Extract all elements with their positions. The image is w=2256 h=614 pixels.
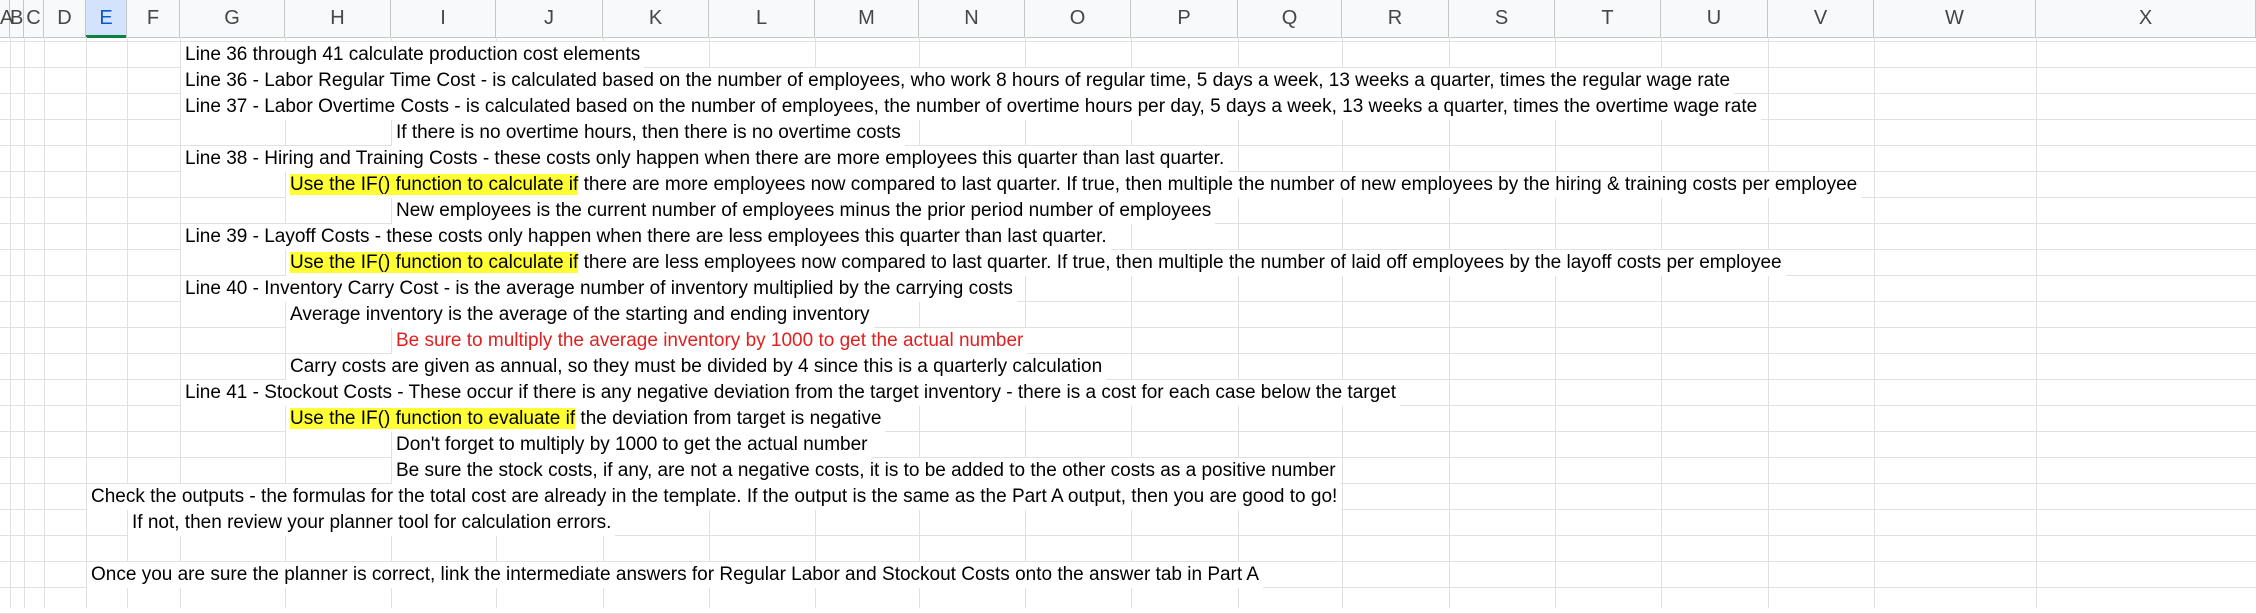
column-header-h[interactable]: H — [285, 0, 391, 37]
cell-text-row-16[interactable] — [392, 432, 872, 458]
cell-text-row-17[interactable] — [392, 458, 1340, 484]
cell-text-segment: Carry costs are given as annual, so they must be divided by 4 since this is a quarterly calculation — [290, 356, 1103, 377]
cell-text-segment: If not, then review your planner tool for calculation errors. — [132, 512, 612, 533]
cell-text-segment: Check the outputs - the formulas for the total cost are already in the template. If the output is the same as the Part A output, then you are good to go! — [91, 486, 1338, 507]
column-header-g[interactable]: G — [180, 0, 285, 37]
column-header-d[interactable]: D — [44, 0, 86, 37]
cell-text-row-21[interactable] — [87, 562, 1263, 588]
column-header-l[interactable]: L — [709, 0, 815, 37]
grid-column-line — [86, 37, 87, 608]
grid-column-line — [1131, 37, 1132, 608]
cell-text-segment: there are more employees now compared to last quarter. If true, then multiple the number of new employees by the hiring & training costs per employee — [578, 174, 1858, 195]
grid-column-line — [1238, 37, 1239, 608]
cell-text-segment: there are less employees now compared to last quarter. If true, then multiple the number of laid off employees by the layoff costs per employee — [578, 252, 1782, 273]
column-header-c[interactable]: C — [24, 0, 44, 37]
column-header-f[interactable]: F — [127, 0, 180, 37]
cell-text-segment: New employees is the current number of employees minus the prior period number of employees — [396, 200, 1212, 221]
column-header-x[interactable]: X — [2036, 0, 2256, 37]
cell-text-segment: Be sure to multiply the average inventory by 1000 to get the actual number — [396, 330, 1024, 351]
cell-text-segment: If there is no overtime hours, then there is no overtime costs — [396, 122, 901, 143]
cell-text-row-9[interactable] — [286, 250, 1786, 276]
cell-text-row-15[interactable] — [286, 406, 885, 432]
cell-text-segment: Line 40 - Inventory Carry Cost - is the average number of inventory multiplied by the carrying costs — [185, 278, 1013, 299]
cell-text-row-1[interactable] — [181, 42, 644, 68]
cell-text-segment: Line 39 - Layoff Costs - these costs only happen when there are less employees this quarter than last quarter. — [185, 226, 1107, 247]
cell-text-segment: Average inventory is the average of the starting and ending inventory — [290, 304, 870, 325]
column-header-j[interactable]: J — [496, 0, 603, 37]
cell-text-row-3[interactable] — [181, 94, 1761, 120]
column-header-k[interactable]: K — [603, 0, 709, 37]
cell-text-row-14[interactable] — [181, 380, 1400, 406]
grid-column-line — [919, 37, 920, 608]
cell-text-row-18[interactable] — [87, 484, 1341, 510]
grid-column-line — [1874, 37, 1875, 608]
cell-text-row-6[interactable] — [286, 172, 1861, 198]
column-header-q[interactable]: Q — [1238, 0, 1342, 37]
cell-text-segment: Line 38 - Hiring and Training Costs - these costs only happen when there are more employees this quarter than last quarter. — [185, 148, 1225, 169]
grid-column-line — [24, 37, 25, 608]
cell-text-row-2[interactable] — [181, 68, 1734, 94]
cell-text-segment: Line 41 - Stockout Costs - These occur if there is any negative deviation from the target inventory - there is a cost for each case below the target — [185, 382, 1396, 403]
cell-text-row-11[interactable] — [286, 302, 874, 328]
grid-column-line — [1025, 37, 1026, 608]
cell-text-segment: the deviation from target is negative — [575, 408, 882, 429]
column-header-p[interactable]: P — [1131, 0, 1238, 37]
column-header-m[interactable]: M — [815, 0, 919, 37]
cell-text-segment: Line 36 through 41 calculate production cost elements — [185, 44, 641, 65]
grid-column-line — [1342, 37, 1343, 608]
cell-text-row-4[interactable] — [392, 120, 905, 146]
column-header-v[interactable]: V — [1768, 0, 1874, 37]
grid-column-line — [1661, 37, 1662, 608]
column-header-w[interactable]: W — [1874, 0, 2036, 37]
cell-text-row-12[interactable] — [392, 328, 1027, 354]
highlighted-text: Use the IF() function to calculate if — [290, 174, 579, 195]
grid-column-line — [1768, 37, 1769, 608]
cell-text-segment: Be sure the stock costs, if any, are not a negative costs, it is to be added to the other costs as a positive number — [396, 460, 1336, 481]
cell-text-row-19[interactable] — [128, 510, 615, 536]
column-header-r[interactable]: R — [1342, 0, 1449, 37]
column-header-e[interactable]: E — [86, 0, 127, 37]
column-header-b[interactable]: B — [10, 0, 24, 37]
cell-text-row-8[interactable] — [181, 224, 1111, 250]
column-header-t[interactable]: T — [1555, 0, 1661, 37]
cell-text-row-5[interactable] — [181, 146, 1228, 172]
cell-text-row-13[interactable] — [286, 354, 1106, 380]
cell-text-segment: Don't forget to multiply by 1000 to get the actual number — [396, 434, 868, 455]
column-header-s[interactable]: S — [1449, 0, 1555, 37]
cell-text-row-7[interactable] — [392, 198, 1215, 224]
highlighted-text: Use the IF() function to evaluate if — [290, 408, 576, 429]
grid-column-line — [44, 37, 45, 608]
column-header-n[interactable]: N — [919, 0, 1025, 37]
cell-text-segment: Line 37 - Labor Overtime Costs - is calculated based on the number of employees, the number of overtime hours per day, 5 days a week, 13 weeks a quarter, times the overtime wage rate — [185, 96, 1758, 117]
cell-text-segment: Line 36 - Labor Regular Time Cost - is calculated based on the number of employees, who work 8 hours of regular time, 5 days a week, 13 weeks a quarter, times the regular wage rate — [185, 70, 1731, 91]
grid-column-line — [2036, 37, 2037, 608]
column-header-i[interactable]: I — [391, 0, 496, 37]
column-header-a[interactable]: A — [0, 0, 10, 37]
grid-column-line — [10, 37, 11, 608]
cell-text-row-10[interactable] — [181, 276, 1017, 302]
column-header-o[interactable]: O — [1025, 0, 1131, 37]
highlighted-text: Use the IF() function to calculate if — [290, 252, 579, 273]
cell-text-segment: Once you are sure the planner is correct, link the intermediate answers for Regular Labor and Stockout Costs onto the answer tab in Part A — [91, 564, 1260, 585]
grid-column-line — [1555, 37, 1556, 608]
column-header-u[interactable]: U — [1661, 0, 1768, 37]
grid-column-line — [1449, 37, 1450, 608]
